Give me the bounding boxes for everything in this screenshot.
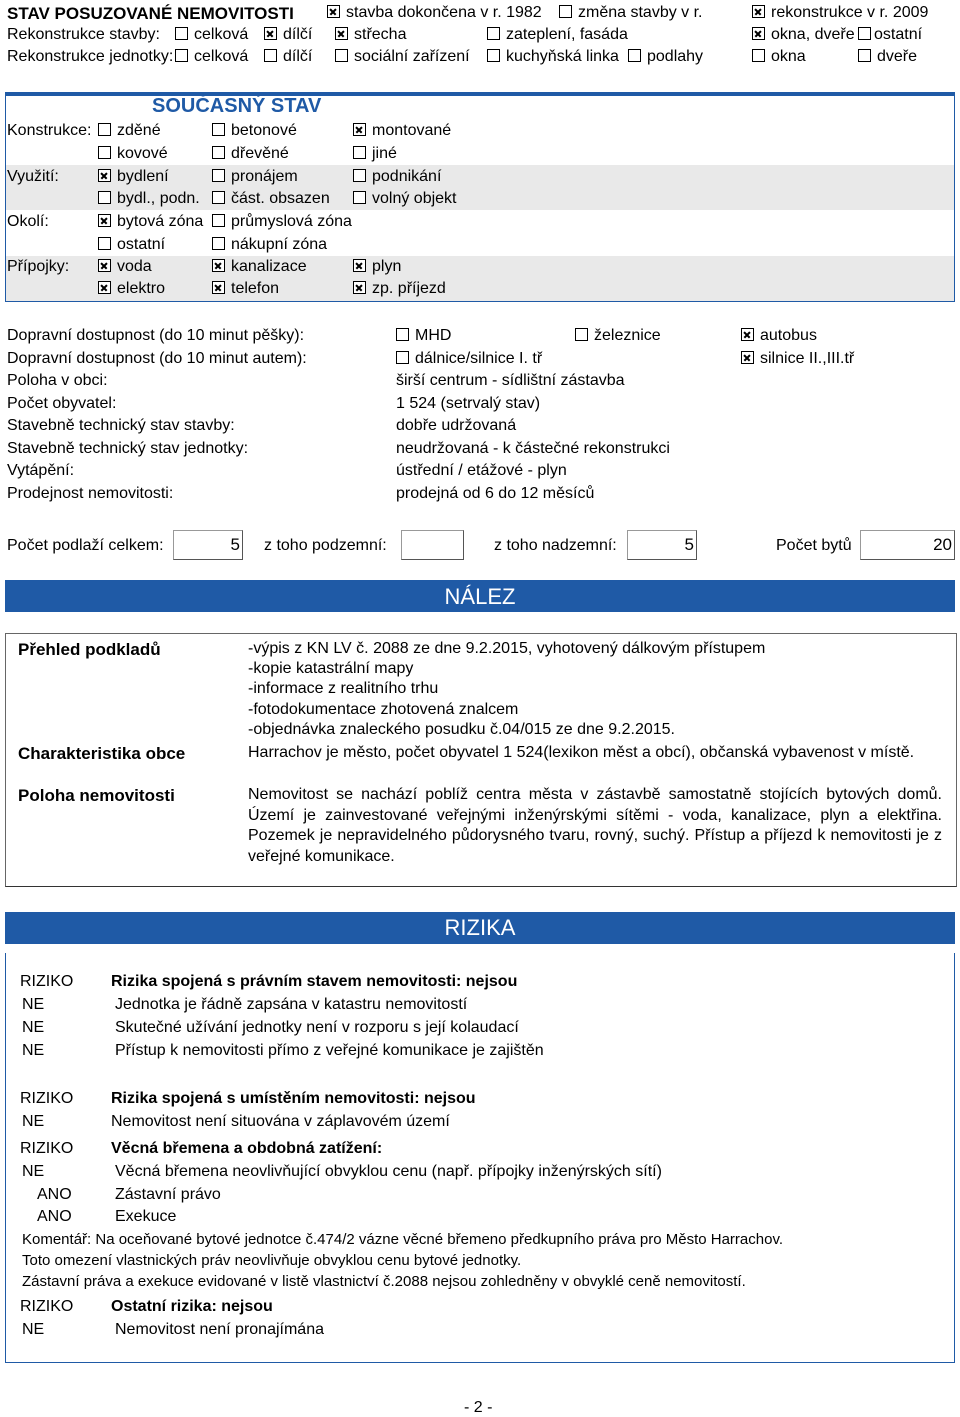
checkbox-checked-icon (98, 281, 111, 294)
option-label: montované (372, 122, 452, 139)
risk-item: Nemovitost není pronajímána (115, 1321, 324, 1338)
checkbox-empty-icon (98, 237, 111, 250)
option-label: MHD (415, 327, 452, 344)
info-value: dobře udržovaná (396, 417, 517, 434)
option-label: železnice (594, 327, 661, 344)
option-label: celková (194, 26, 249, 43)
checkbox-empty-icon (575, 328, 588, 341)
konstr-drevene (212, 145, 289, 163)
state-top-bar (5, 92, 955, 96)
checkbox-empty-icon (858, 27, 871, 40)
checkbox-change (559, 4, 703, 22)
checkbox-checked-icon (741, 328, 754, 341)
podklady-label: Přehled podkladů (18, 640, 161, 659)
info-label: Vytápění: (7, 462, 75, 479)
info-value: neudržovaná - k částečné rekonstrukci (396, 440, 670, 457)
option-label: část. obsazen (231, 190, 330, 207)
checkbox-checked-icon (335, 27, 348, 40)
option-label: bydl., podn. (117, 190, 200, 207)
option-label: střecha (354, 26, 407, 43)
option-label: bydlení (117, 168, 169, 185)
okoli-bytova (98, 213, 203, 231)
okoli-prumyslova (212, 213, 352, 231)
vyuz-volny (353, 190, 457, 208)
option-label: zp. příjezd (372, 280, 446, 297)
risk-heading: Věcná břemena a obdobná zatížení: (111, 1140, 383, 1157)
checkbox-checked-icon (741, 351, 754, 364)
checkbox-empty-icon (353, 146, 366, 159)
risk-item: Věcná břemena neovlivňující obvyklou cenu (např. přípojky inženýrských sítí) (115, 1163, 662, 1180)
checkbox-checked-icon (212, 281, 225, 294)
recon-jedn-celkova (175, 48, 248, 66)
risk-tag: RIZIKO (20, 973, 74, 990)
risk-answer: NE (22, 996, 45, 1013)
vyuz-podnikani (353, 168, 441, 186)
checkbox-checked-icon (327, 5, 340, 18)
option-label: telefon (231, 280, 280, 297)
risk-answer: NE (22, 1042, 45, 1059)
checkbox-empty-icon (212, 146, 225, 159)
recon-stavby-okna (752, 26, 855, 44)
recon-jedn-kuch (487, 48, 619, 66)
checkbox-empty-icon (335, 49, 348, 62)
option-label: průmyslová zóna (231, 213, 352, 230)
doprava-zeleznice (575, 327, 661, 345)
checkbox-empty-icon (98, 146, 111, 159)
risk-tag: RIZIKO (20, 1140, 74, 1157)
floors-under-label: z toho podzemní: (264, 537, 387, 554)
checkbox-checked-icon (98, 259, 111, 272)
option-label: pronájem (231, 168, 298, 185)
checkbox-empty-icon (212, 169, 225, 182)
okoli-ostatni (98, 236, 165, 254)
completed-label: stavba dokončena v r. 1982 (346, 4, 542, 21)
info-value: prodejná od 6 do 12 měsíců (396, 485, 595, 502)
checkbox-empty-icon (353, 169, 366, 182)
checkbox-empty-icon (858, 49, 871, 62)
option-label: dálnice/silnice I. tř (415, 350, 543, 367)
recon-jedn-okna (752, 48, 806, 66)
podklad-item: -objednávka znaleckého posudku č.04/015 ze dne 9.2.2015. (248, 721, 675, 738)
risk-answer: NE (22, 1113, 45, 1130)
risk-item: Skutečné užívání jednotky není v rozporu s její kolaudací (115, 1019, 519, 1036)
vyuz-pronajem (212, 168, 298, 186)
floors-total-field: 5 (173, 530, 243, 560)
option-label: kuchyňská linka (506, 48, 619, 65)
checkbox-empty-icon (212, 214, 225, 227)
risk-answer: ANO (37, 1208, 72, 1225)
prip-voda (98, 258, 152, 276)
risk-tag: RIZIKO (20, 1090, 74, 1107)
risk-heading: Rizika spojená s umístěním nemovitosti: nejsou (111, 1090, 476, 1107)
option-label: kovové (117, 145, 168, 162)
option-label: plyn (372, 258, 402, 275)
checkbox-empty-icon (628, 49, 641, 62)
option-label: sociální zařízení (354, 48, 470, 65)
option-label: okna, dveře (771, 26, 855, 43)
recon-jedn-dvere (858, 48, 917, 66)
vyuz-cast-obsazen (212, 190, 330, 208)
floors-under-field (401, 530, 464, 560)
prip-zp-prijezd (353, 280, 446, 298)
change-label: změna stavby v r. (578, 4, 703, 21)
doprava-dalnice (396, 350, 542, 368)
poloha-label: Poloha nemovitosti (18, 786, 175, 805)
checkbox-checked-icon (353, 281, 366, 294)
checkbox-empty-icon (396, 328, 409, 341)
prip-kanalizace (212, 258, 307, 276)
recon-jedn-podlahy (628, 48, 703, 66)
prip-telefon (212, 280, 279, 298)
checkbox-empty-icon (212, 237, 225, 250)
checkbox-empty-icon (212, 191, 225, 204)
comment-line: Toto omezení vlastnických práv neovlivňuje obvyklou cenu bytové jednotky. (22, 1252, 522, 1269)
vyuz-bydl-podn (98, 190, 200, 208)
poloha-text: Nemovitost se nachází poblíž centra města v zástavbě samostatně stojících bytových domů. Území je zainvestované veřejnými inženýrskými sítěmi - voda, kanalizace, plyn a elektřina. Pozemek je nepravidelného půdorysného tvaru, rovný, suchý. Přístup a příjezd k nemovitosti je z veřejné komunikace. (248, 786, 942, 865)
recon-jednotky-label: Rekonstrukce jednotky: (7, 48, 174, 65)
flats-label: Počet bytů (776, 537, 852, 554)
floors-above-field: 5 (627, 530, 697, 560)
checkbox-checked-icon (264, 27, 277, 40)
konstrukce-label: Konstrukce: (7, 122, 92, 139)
recon-stavby-label: Rekonstrukce stavby: (7, 26, 160, 43)
checkbox-checked-icon (98, 214, 111, 227)
recon-jedn-dilci (264, 48, 312, 66)
checkbox-recon (752, 4, 928, 22)
option-label: silnice II.,III.tř (760, 350, 855, 367)
option-label: okna (771, 48, 806, 65)
checkbox-empty-icon (212, 123, 225, 136)
obec-text: Harrachov je město, počet obyvatel 1 524(lexikon měst a obcí), občanská vybavenost v místě. (248, 744, 915, 761)
state-title: SOUČASNÝ STAV (152, 95, 322, 117)
page-title: STAV POSUZOVANÉ NEMOVITOSTI (7, 4, 294, 23)
info-label: Prodejnost nemovitosti: (7, 485, 174, 502)
podklad-item: -výpis z KN LV č. 2088 ze dne 9.2.2015, vyhotovený dálkovým přístupem (248, 640, 766, 657)
doprava-mhd (396, 327, 451, 345)
option-label: nákupní zóna (231, 236, 328, 253)
recon-jedn-soc (335, 48, 470, 66)
option-label: bytová zóna (117, 213, 204, 230)
podklad-item: -kopie katastrální mapy (248, 660, 414, 677)
option-label: dřevěné (231, 145, 289, 162)
info-label: Poloha v obci: (7, 372, 108, 389)
risk-item: Zástavní právo (115, 1186, 221, 1203)
option-label: dveře (877, 48, 918, 65)
checkbox-checked-icon (98, 169, 111, 182)
podklad-item: -fotodokumentace zhotovená znalcem (248, 701, 519, 718)
konstr-betonove (212, 122, 297, 140)
checkbox-empty-icon (487, 27, 500, 40)
prip-elektro (98, 280, 165, 298)
checkbox-empty-icon (175, 27, 188, 40)
checkbox-empty-icon (98, 191, 111, 204)
option-label: dílčí (283, 48, 313, 65)
flats-field: 20 (860, 530, 955, 560)
floors-total-label: Počet podlaží celkem: (7, 537, 164, 554)
konstr-jine (353, 145, 397, 163)
okoli-nakupni (212, 236, 327, 254)
doprava-silnice (741, 350, 854, 368)
option-label: ostatní (117, 236, 166, 253)
option-label: podlahy (647, 48, 704, 65)
option-label: podnikání (372, 168, 442, 185)
option-label: dílčí (283, 26, 313, 43)
risk-answer: ANO (37, 1186, 72, 1203)
doprava-autobus (741, 327, 817, 345)
checkbox-checked-icon (212, 259, 225, 272)
info-value: širší centrum - sídlištní zástavba (396, 372, 625, 389)
risk-answer: NE (22, 1019, 45, 1036)
konstr-kovove (98, 145, 168, 163)
option-label: celková (194, 48, 249, 65)
floors-above-label: z toho nadzemní: (494, 537, 617, 554)
risk-heading: Ostatní rizika: nejsou (111, 1298, 273, 1315)
risk-item: Exekuce (115, 1208, 177, 1225)
info-label: Stavebně technický stav jednotky: (7, 440, 249, 457)
checkbox-empty-icon (98, 123, 111, 136)
comment-line: Komentář: Na oceňované bytové jednotce č.474/2 vázne věcné břemeno předkupního práva pro Město Harrachov. (22, 1231, 784, 1248)
checkbox-empty-icon (264, 49, 277, 62)
info-label: Stavebně technický stav stavby: (7, 417, 235, 434)
checkbox-checked-icon (752, 5, 765, 18)
checkbox-checked-icon (353, 259, 366, 272)
option-label: volný objekt (372, 190, 457, 207)
risk-item: Jednotka je řádně zapsána v katastru nemovitostí (115, 996, 468, 1013)
info-value: ústřední / etážové - plyn (396, 462, 567, 479)
option-label: jiné (372, 145, 397, 162)
option-label: kanalizace (231, 258, 307, 275)
okoli-label: Okolí: (7, 213, 49, 230)
checkbox-empty-icon (396, 351, 409, 364)
risk-heading: Rizika spojená s právním stavem nemovitosti: nejsou (111, 973, 518, 990)
option-label: autobus (760, 327, 817, 344)
info-value: 1 524 (setrvalý stav) (396, 395, 541, 412)
recon-stavby-dilci (264, 26, 312, 44)
risk-item: Nemovitost není situována v záplavovém území (111, 1113, 450, 1130)
option-label: ostatní (874, 26, 923, 43)
recon-stavby-zatepleni (487, 26, 628, 44)
risk-tag: RIZIKO (20, 1298, 74, 1315)
pripojky-label: Přípojky: (7, 258, 70, 275)
podklad-item: -informace z realitního trhu (248, 680, 439, 697)
checkbox-empty-icon (559, 5, 572, 18)
doprava-pesky-label: Dopravní dostupnost (do 10 minut pěšky): (7, 327, 305, 344)
rizika-band: RIZIKA (5, 912, 955, 944)
checkbox-empty-icon (175, 49, 188, 62)
risk-answer: NE (22, 1163, 45, 1180)
page-number: - 2 - (464, 1399, 493, 1416)
konstr-zdene (98, 122, 161, 140)
recon-stavby-strecha (335, 26, 406, 44)
nalez-band: NÁLEZ (5, 580, 955, 612)
risk-item: Přístup k nemovitosti přímo z veřejné komunikace je zajištěn (115, 1042, 544, 1059)
option-label: zateplení, fasáda (506, 26, 628, 43)
option-label: betonové (231, 122, 297, 139)
vyuziti-label: Využití: (7, 168, 59, 185)
konstr-montovane (353, 122, 451, 140)
risk-answer: NE (22, 1321, 45, 1338)
prip-plyn (353, 258, 401, 276)
doprava-auto-label: Dopravní dostupnost (do 10 minut autem): (7, 350, 307, 367)
obec-label: Charakteristika obce (18, 744, 186, 763)
recon-stavby-ostatni (858, 26, 922, 44)
option-label: elektro (117, 280, 166, 297)
recon-stavby-celkova (175, 26, 248, 44)
recon-year-label: rekonstrukce v r. 2009 (771, 4, 929, 21)
checkbox-completed (327, 4, 542, 22)
option-label: zděné (117, 122, 161, 139)
checkbox-empty-icon (353, 191, 366, 204)
option-label: voda (117, 258, 152, 275)
checkbox-checked-icon (353, 123, 366, 136)
checkbox-empty-icon (752, 49, 765, 62)
checkbox-empty-icon (487, 49, 500, 62)
info-label: Počet obyvatel: (7, 395, 117, 412)
checkbox-checked-icon (752, 27, 765, 40)
vyuz-bydleni (98, 168, 169, 186)
comment-line: Zástavní práva a exekuce evidované v listě vlastnictví č.2088 nejsou zohledněny v obvyklé ceně nemovitostí. (22, 1273, 746, 1290)
